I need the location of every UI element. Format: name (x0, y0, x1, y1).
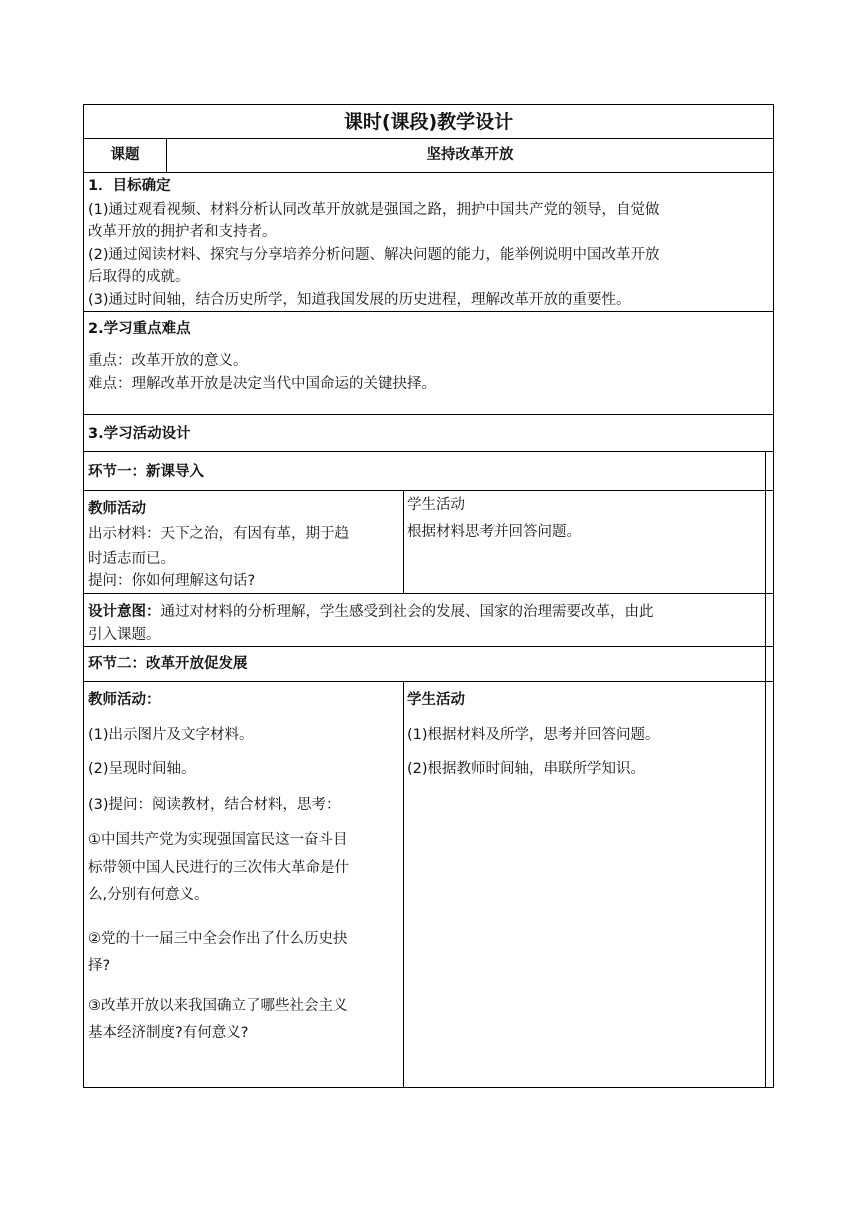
table-border-right (773, 104, 774, 1088)
row-border (83, 311, 774, 312)
section2-student-line: (2)根据教师时间轴，串联所学知识。 (407, 761, 646, 777)
section2-teacher-line: 么,分别有何意义。 (88, 887, 209, 903)
design-intent-text: 通过对材料的分析理解，学生感受到社会的发展、国家的治理需要改革，由此 (160, 604, 654, 620)
goal-line: (2)通过阅读材料、探究与分享培养分析问题、解决问题的能力，能举例说明中国改革开放 (88, 247, 660, 263)
table-border-left (83, 104, 84, 1088)
section1-student-heading: 学生活动 (407, 497, 465, 513)
section2-student-heading: 学生活动 (407, 692, 465, 708)
topic-value: 坚持改革开放 (426, 147, 514, 163)
section2-teacher-line: 标带领中国人民进行的三次伟大革命是什 (88, 860, 349, 876)
goals-heading: 1．目标确定 (88, 178, 171, 194)
goal-line: (3)通过时间轴，结合历史所学，知道我国发展的历史进程，理解改革开放的重要性。 (88, 292, 631, 308)
section2-teacher-line: (3)提问：阅读教材，结合材料，思考： (88, 797, 341, 813)
section2-teacher-line: (2)呈现时间轴。 (88, 761, 196, 777)
section1-teacher-heading: 教师活动 (88, 501, 146, 517)
goal-line: 改革开放的拥护者和支持者。 (88, 224, 277, 240)
section1-teacher-line: 提问：你如何理解这句话? (88, 573, 256, 589)
key-points-heading: 2.学习重点难点 (88, 321, 191, 337)
row-border (83, 646, 774, 647)
section2-title: 环节二：改革开放促发展 (88, 656, 248, 672)
section1-teacher-line: 出示材料：天下之治，有因有革，期于趋 (88, 526, 349, 542)
row-border (83, 414, 774, 415)
section1-title: 环节一：新课导入 (88, 464, 204, 480)
row-border (83, 451, 774, 452)
inner-right-border (765, 451, 766, 1088)
section1-design-intent-line: 引入课题。 (88, 627, 161, 643)
row-border (83, 681, 774, 682)
activity-column-divider-1 (403, 490, 404, 593)
row-border (83, 138, 774, 139)
table-border-top (83, 104, 774, 105)
row-border (83, 490, 774, 491)
section2-teacher-line: 择? (88, 958, 111, 974)
row-border (83, 593, 774, 594)
section2-teacher-line: (1)出示图片及文字材料。 (88, 727, 254, 743)
section2-teacher-heading: 教师活动： (88, 692, 161, 708)
topic-label: 课题 (110, 147, 140, 163)
table-border-bottom (83, 1087, 774, 1088)
section2-teacher-line: 基本经济制度?有何意义? (88, 1025, 249, 1041)
section2-teacher-line: ③改革开放以来我国确立了哪些社会主义 (88, 998, 348, 1014)
document-title: 课时(课段)教学设计 (343, 111, 514, 133)
section1-student-line: 根据材料思考并回答问题。 (407, 524, 581, 540)
section1-design-intent (88, 601, 654, 623)
key-point-text: 重点：改革开放的意义。 (88, 353, 248, 369)
goal-line: 后取得的成就。 (88, 269, 190, 285)
activities-heading: 3.学习活动设计 (88, 426, 191, 442)
goal-line: (1)通过观看视频、材料分析认同改革开放就是强国之路，拥护中国共产党的领导，自觉做 (88, 202, 660, 218)
section2-teacher-line: ②党的十一届三中全会作出了什么历史抉 (88, 931, 348, 947)
row-border (83, 172, 774, 173)
section2-student-line: (1)根据材料及所学，思考并回答问题。 (407, 727, 660, 743)
activity-column-divider-2 (403, 681, 404, 1088)
section1-teacher-line: 时适志而已。 (88, 551, 175, 567)
difficult-point-text: 难点：理解改革开放是决定当代中国命运的关键抉择。 (88, 376, 436, 392)
section2-teacher-line: ①中国共产党为实现强国富民这一奋斗目 (88, 832, 348, 848)
design-intent-label: 设计意图： (88, 604, 161, 620)
